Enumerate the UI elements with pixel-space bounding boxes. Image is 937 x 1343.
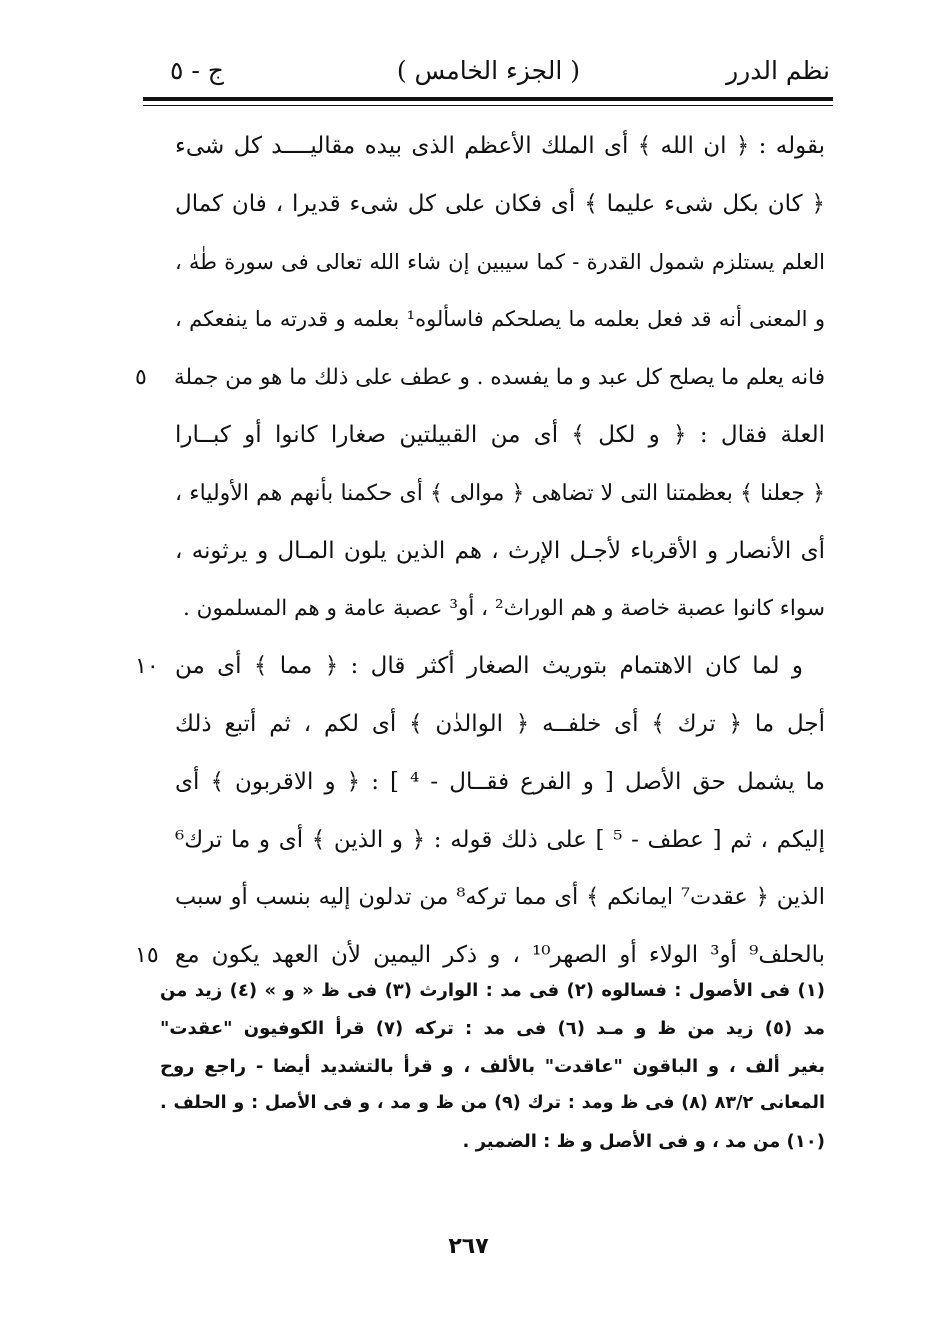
text-line: العلم يستلزم شمول القدرة - كما سيبين إن شاء الله تعالى فى سورة طٰهٰ ، — [175, 249, 825, 274]
text-line: سواء كانوا عصبة خاصة و هم الوراث² ، أو³ عصبة عامة و هم المسلمون . — [182, 596, 825, 622]
text-line: أجل ما ﴿ ترك ﴾ أى خلفــه ﴿ الوالدٰن ﴾ أى لكم ، ثم أتبع ذلك — [175, 710, 825, 737]
page-number: ٢٦٧ — [448, 1234, 489, 1259]
text-line: فانه يعلم ما يصلح كل عبد و ما يفسده . و عطف على ذلك ما هو من جملة ٥ — [175, 349, 825, 407]
line-number: ٥ — [135, 365, 147, 391]
line-number: ١٠ — [135, 654, 159, 680]
part-title: ( الجزء الخامس ) — [396, 56, 580, 85]
text-line: الذين ﴿ عقدت⁷ ايمانكم ﴾ أى مما تركه⁸ من تدلون إليه بنسب أو سبب — [175, 884, 826, 911]
text-line: إليكم ، ثم [ عطف - ⁵ ] على ذلك قوله : ﴿ و الذين ﴾ أى و ما ترك⁶ — [175, 826, 825, 853]
footnotes — [160, 972, 825, 1161]
text-line: بقوله : ﴿ ان الله ﴾ أى الملك الأعظم الذى بيده مقاليــــد كل شىء — [175, 133, 825, 159]
header-rule-thick — [143, 97, 833, 101]
text-line: بالحلف⁹ أو³ الولاء أو الصهر¹⁰ ، و ذكر اليمين لأن العهد يكون مع ١٥ — [175, 927, 825, 985]
footnote-line: المعانى ٨٣/٢ (٨) فى ظ ومد : ترك (٩) من ظ و مد ، و فى الأصل : و الحلف . — [160, 1093, 825, 1114]
volume-label: ج - ٥ — [170, 56, 224, 85]
text-line: ﴿ جعلنا ﴾ بعظمتنا التى لا تضاهى ﴿ موالى ﴾ أى حكمنا بأنهم هم الأولياء ، — [175, 480, 825, 506]
text-line: ﴿ كان بكل شىء عليما ﴾ أى فكان على كل شىء قديرا ، فان كمال — [175, 190, 825, 217]
line-number: ١٥ — [135, 943, 159, 969]
footnote-line: (١) فى الأصول : فسالوه (٢) فى مد : الوارث (٣) فى ظ « و » (٤) زيد من — [160, 980, 825, 1001]
header-rule-thin — [143, 105, 833, 106]
main-text — [135, 118, 826, 985]
text-line: أى الأنصار و الأقرباء لأجـل الإرث ، هم الذين يلون المـال و يرثونه ، — [175, 537, 825, 564]
book-title: نظم الدرر — [726, 56, 830, 85]
footnote-line: (١٠) من مد ، و فى الأصل و ظ : الضمير . — [462, 1131, 825, 1153]
running-header — [170, 50, 830, 94]
footnote-line: بغير ألف ، و الباقون "عاقدت" بالألف ، و قرأ بالتشديد أيضا - راجع روح — [160, 1055, 825, 1077]
text-line: و المعنى أنه قد فعل بعلمه ما يصلحكم فاسألوه¹ بعلمه و قدرته ما ينفعكم ، — [175, 307, 825, 332]
text-line: العلة فقال : ﴿ و لكل ﴾ أى من القبيلتين صغارا كانوا أو كبــارا — [175, 421, 825, 448]
footnote-line: مد (٥) زيد من ظ و مـد (٦) فى مد : تركه (٧) قرأ الكوفيون "عقدت" — [160, 1017, 825, 1039]
text-line: ما يشمل حق الأصل [ و الفرع فقــال - ⁴ ] : ﴿ و الاقربون ﴾ أى — [175, 768, 826, 795]
text-line: و لما كان الاهتمام بتوريث الصغار أكثر قال : ﴿ مما ﴾ أى من ١٠ — [175, 638, 825, 696]
